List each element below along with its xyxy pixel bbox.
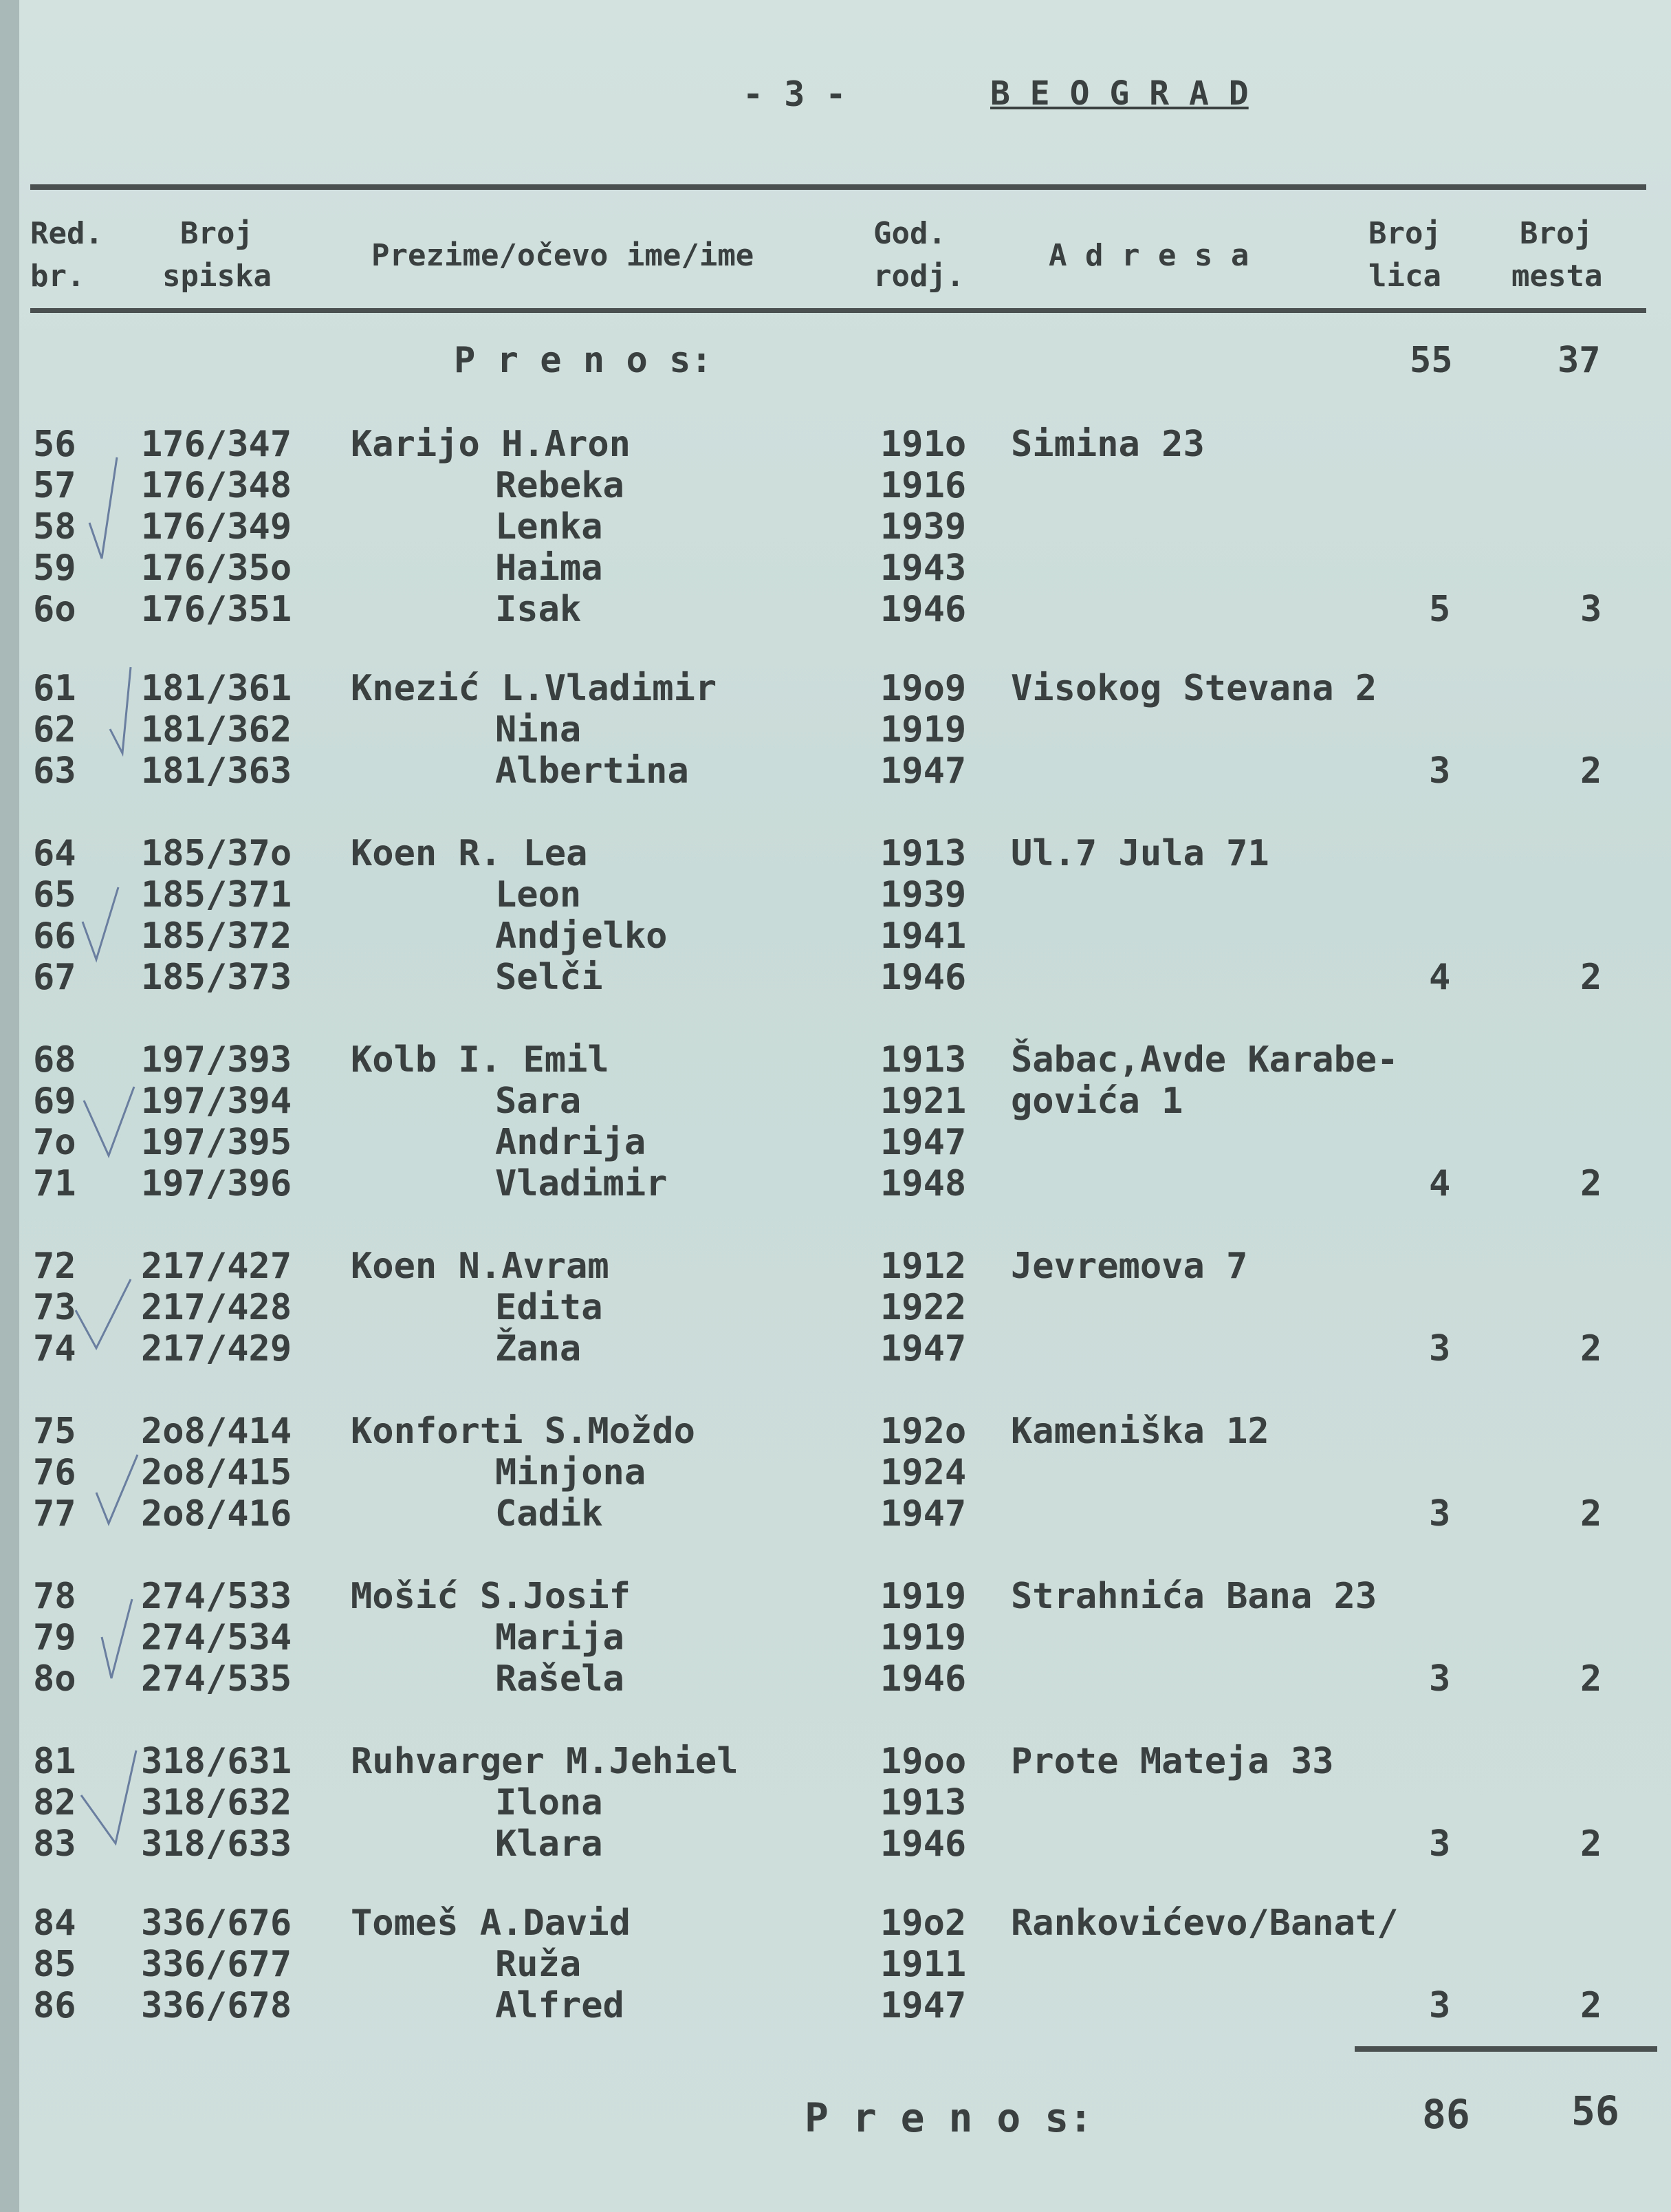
- entry-list-number: 274/533: [141, 1576, 292, 1617]
- col-god-line1: God.: [873, 216, 946, 251]
- entry-name: Klara: [495, 1823, 603, 1865]
- entry-list-number: 336/677: [141, 1944, 292, 1985]
- entry-places-count: 2: [1580, 1328, 1602, 1369]
- entry-list-number: 2o8/416: [141, 1493, 292, 1535]
- entry-persons-count: 3: [1429, 1823, 1451, 1865]
- entry-birth-year: 1922: [880, 1287, 967, 1328]
- entry-name: Isak: [495, 589, 582, 630]
- entry-list-number: 274/534: [141, 1617, 292, 1658]
- entry-number: 8o: [33, 1658, 76, 1700]
- entry-number: 57: [33, 465, 76, 506]
- entry-list-number: 185/372: [141, 915, 292, 957]
- entry-list-number: 185/371: [141, 874, 292, 915]
- entry-address: Ul.7 Jula 71: [1011, 833, 1269, 874]
- entry-name: Tomeš A.David: [351, 1902, 631, 1944]
- total-rule: [1355, 2046, 1657, 2052]
- entry-name: Rašela: [495, 1658, 624, 1700]
- entry-name: Vladimir: [495, 1163, 668, 1204]
- entry-list-number: 2o8/414: [141, 1411, 292, 1452]
- entry-name: Koen R. Lea: [351, 833, 588, 874]
- entry-birth-year: 1946: [880, 1658, 967, 1700]
- col-broj-lica-line2: lica: [1368, 259, 1441, 294]
- entry-birth-year: 1912: [880, 1246, 967, 1287]
- entry-birth-year: 1941: [880, 915, 967, 957]
- col-broj-lica-line1: Broj: [1368, 216, 1441, 251]
- entry-number: 72: [33, 1246, 76, 1287]
- entry-name: Andrija: [495, 1122, 646, 1163]
- entry-number: 6o: [33, 589, 76, 630]
- entry-birth-year: 19oo: [880, 1741, 967, 1782]
- entry-list-number: 336/676: [141, 1902, 292, 1944]
- entry-number: 59: [33, 547, 76, 589]
- entry-list-number: 336/678: [141, 1985, 292, 2026]
- entry-birth-year: 1946: [880, 957, 967, 998]
- entry-number: 74: [33, 1328, 76, 1369]
- col-red-br-line2: br.: [30, 259, 85, 294]
- entry-number: 83: [33, 1823, 76, 1865]
- entry-list-number: 217/429: [141, 1328, 292, 1369]
- entry-name: Žana: [495, 1328, 582, 1369]
- entry-number: 66: [33, 915, 76, 957]
- entry-number: 63: [33, 750, 76, 792]
- entry-name: Ruhvarger M.Jehiel: [351, 1741, 739, 1782]
- entry-number: 61: [33, 668, 76, 709]
- entry-birth-year: 1939: [880, 874, 967, 915]
- entry-name: Ilona: [495, 1782, 603, 1823]
- entry-birth-year: 1947: [880, 1328, 967, 1369]
- entry-places-count: 2: [1580, 750, 1602, 792]
- col-red-br-line1: Red.: [30, 216, 103, 251]
- entry-address: Simina 23: [1011, 424, 1205, 465]
- entry-number: 65: [33, 874, 76, 915]
- entry-list-number: 274/535: [141, 1658, 292, 1700]
- entry-persons-count: 4: [1429, 957, 1451, 998]
- entry-list-number: 181/363: [141, 750, 292, 792]
- entry-number: 78: [33, 1576, 76, 1617]
- check-mark-icon: [83, 887, 118, 959]
- entry-name: Koen N.Avram: [351, 1246, 609, 1287]
- entry-birth-year: 1913: [880, 1782, 967, 1823]
- entry-persons-count: 3: [1429, 1493, 1451, 1535]
- entry-list-number: 176/348: [141, 465, 292, 506]
- entry-number: 58: [33, 506, 76, 547]
- entry-name: Edita: [495, 1287, 603, 1328]
- entry-places-count: 2: [1580, 957, 1602, 998]
- entry-name: Leon: [495, 874, 582, 915]
- entry-places-count: 3: [1580, 589, 1602, 630]
- entry-birth-year: 1916: [880, 465, 967, 506]
- col-adresa: A d r e s a: [1049, 238, 1249, 273]
- check-mark-icon: [76, 1279, 131, 1348]
- entry-birth-year: 19o2: [880, 1902, 967, 1944]
- entry-name: Alfred: [495, 1985, 624, 2026]
- entry-address: Strahnića Bana 23: [1011, 1576, 1377, 1617]
- entry-name: Minjona: [495, 1452, 646, 1493]
- entry-list-number: 176/351: [141, 589, 292, 630]
- entry-persons-count: 4: [1429, 1163, 1451, 1204]
- entry-list-number: 185/373: [141, 957, 292, 998]
- entry-list-number: 217/428: [141, 1287, 292, 1328]
- entry-number: 81: [33, 1741, 76, 1782]
- entry-number: 7o: [33, 1122, 76, 1163]
- entry-number: 79: [33, 1617, 76, 1658]
- entry-birth-year: 1947: [880, 1493, 967, 1535]
- entry-number: 77: [33, 1493, 76, 1535]
- entry-number: 84: [33, 1902, 76, 1944]
- entry-list-number: 318/633: [141, 1823, 292, 1865]
- col-broj-spiska-line2: spiska: [162, 259, 272, 294]
- entry-name: Lenka: [495, 506, 603, 547]
- check-mark-icon: [102, 1599, 132, 1678]
- entry-list-number: 197/396: [141, 1163, 292, 1204]
- entry-list-number: 318/632: [141, 1782, 292, 1823]
- entry-list-number: 176/347: [141, 424, 292, 465]
- city-title: B E O G R A D: [990, 74, 1249, 113]
- entry-address: govića 1: [1011, 1081, 1183, 1122]
- carry-in-mesta: 37: [1558, 340, 1601, 381]
- entry-birth-year: 19o9: [880, 668, 967, 709]
- entry-list-number: 176/349: [141, 506, 292, 547]
- entry-birth-year: 1924: [880, 1452, 967, 1493]
- col-god-line2: rodj.: [873, 259, 965, 294]
- entry-birth-year: 1911: [880, 1944, 967, 1985]
- entry-list-number: 318/631: [141, 1741, 292, 1782]
- entry-number: 73: [33, 1287, 76, 1328]
- entry-address: Visokog Stevana 2: [1011, 668, 1377, 709]
- entry-list-number: 185/37o: [141, 833, 292, 874]
- entry-address: Prote Mateja 33: [1011, 1741, 1334, 1782]
- entry-number: 71: [33, 1163, 76, 1204]
- entry-name: Rebeka: [495, 465, 624, 506]
- entry-name: Karijo H.Aron: [351, 424, 631, 465]
- col-broj-mesta-line1: Broj: [1520, 216, 1593, 251]
- entry-name: Andjelko: [495, 915, 668, 957]
- entry-birth-year: 1939: [880, 506, 967, 547]
- carry-out-mesta: 56: [1571, 2088, 1619, 2134]
- entry-persons-count: 3: [1429, 1658, 1451, 1700]
- entry-birth-year: 1946: [880, 1823, 967, 1865]
- entry-number: 62: [33, 709, 76, 750]
- entry-name: Marija: [495, 1617, 624, 1658]
- entry-persons-count: 5: [1429, 589, 1451, 630]
- entry-birth-year: 1919: [880, 709, 967, 750]
- page-left-edge: [0, 0, 19, 2212]
- entry-name: Kolb I. Emil: [351, 1039, 609, 1081]
- entry-persons-count: 3: [1429, 1985, 1451, 2026]
- entry-number: 64: [33, 833, 76, 874]
- entry-name: Nina: [495, 709, 582, 750]
- entry-places-count: 2: [1580, 1658, 1602, 1700]
- entry-name: Albertina: [495, 750, 689, 792]
- entry-places-count: 2: [1580, 1823, 1602, 1865]
- entry-places-count: 2: [1580, 1985, 1602, 2026]
- col-name: Prezime/očevo ime/ime: [371, 238, 754, 273]
- entry-number: 86: [33, 1985, 76, 2026]
- entry-birth-year: 192o: [880, 1411, 967, 1452]
- entry-birth-year: 1919: [880, 1617, 967, 1658]
- entry-places-count: 2: [1580, 1163, 1602, 1204]
- entry-birth-year: 1946: [880, 589, 967, 630]
- entry-birth-year: 1919: [880, 1576, 967, 1617]
- page-number: - 3 -: [743, 74, 847, 114]
- entry-number: 76: [33, 1452, 76, 1493]
- entry-address: Šabac,Avde Karabe-: [1011, 1039, 1399, 1081]
- entry-birth-year: 1947: [880, 750, 967, 792]
- carry-out-label: P r e n o s:: [805, 2094, 1093, 2141]
- header-bottom-rule: [30, 308, 1646, 313]
- entry-places-count: 2: [1580, 1493, 1602, 1535]
- check-mark-icon: [84, 1087, 134, 1156]
- entry-birth-year: 1947: [880, 1122, 967, 1163]
- check-mark-icon: [96, 1455, 138, 1524]
- entry-birth-year: 1921: [880, 1081, 967, 1122]
- entry-name: Ruža: [495, 1944, 582, 1985]
- entry-name: Haima: [495, 547, 603, 589]
- entry-name: Sara: [495, 1081, 582, 1122]
- entry-number: 67: [33, 957, 76, 998]
- entry-list-number: 217/427: [141, 1246, 292, 1287]
- entry-list-number: 2o8/415: [141, 1452, 292, 1493]
- entry-name: Mošić S.Josif: [351, 1576, 631, 1617]
- entry-birth-year: 191o: [880, 424, 967, 465]
- entry-list-number: 197/395: [141, 1122, 292, 1163]
- entry-number: 75: [33, 1411, 76, 1452]
- entry-number: 69: [33, 1081, 76, 1122]
- entry-number: 85: [33, 1944, 76, 1985]
- check-mark-icon: [81, 1750, 136, 1843]
- entry-birth-year: 1947: [880, 1985, 967, 2026]
- check-mark-icon: [89, 457, 117, 559]
- entry-name: Knezić L.Vladimir: [351, 668, 717, 709]
- header-top-rule: [30, 184, 1646, 190]
- entry-number: 82: [33, 1782, 76, 1823]
- col-broj-mesta-line2: mesta: [1511, 259, 1603, 294]
- carry-in-lica: 55: [1410, 340, 1453, 381]
- carry-out-lica: 86: [1422, 2091, 1470, 2138]
- entry-birth-year: 1948: [880, 1163, 967, 1204]
- entry-birth-year: 1913: [880, 833, 967, 874]
- entry-address: Kameniška 12: [1011, 1411, 1269, 1452]
- entry-birth-year: 1913: [880, 1039, 967, 1081]
- entry-list-number: 197/393: [141, 1039, 292, 1081]
- entry-list-number: 181/362: [141, 709, 292, 750]
- entry-name: Cadik: [495, 1493, 603, 1535]
- entry-list-number: 181/361: [141, 668, 292, 709]
- entry-persons-count: 3: [1429, 750, 1451, 792]
- col-broj-spiska-line1: Broj: [180, 216, 253, 251]
- entry-number: 56: [33, 424, 76, 465]
- entry-address: Rankovićevo/Banat/: [1011, 1902, 1399, 1944]
- entry-list-number: 197/394: [141, 1081, 292, 1122]
- entry-birth-year: 1943: [880, 547, 967, 589]
- entry-persons-count: 3: [1429, 1328, 1451, 1369]
- check-mark-icon: [110, 667, 131, 753]
- entry-list-number: 176/35o: [141, 547, 292, 589]
- entry-name: Selči: [495, 957, 603, 998]
- entry-name: Konforti S.Moždo: [351, 1411, 695, 1452]
- entry-number: 68: [33, 1039, 76, 1081]
- carry-in-label: P r e n o s:: [454, 340, 712, 381]
- entry-address: Jevremova 7: [1011, 1246, 1248, 1287]
